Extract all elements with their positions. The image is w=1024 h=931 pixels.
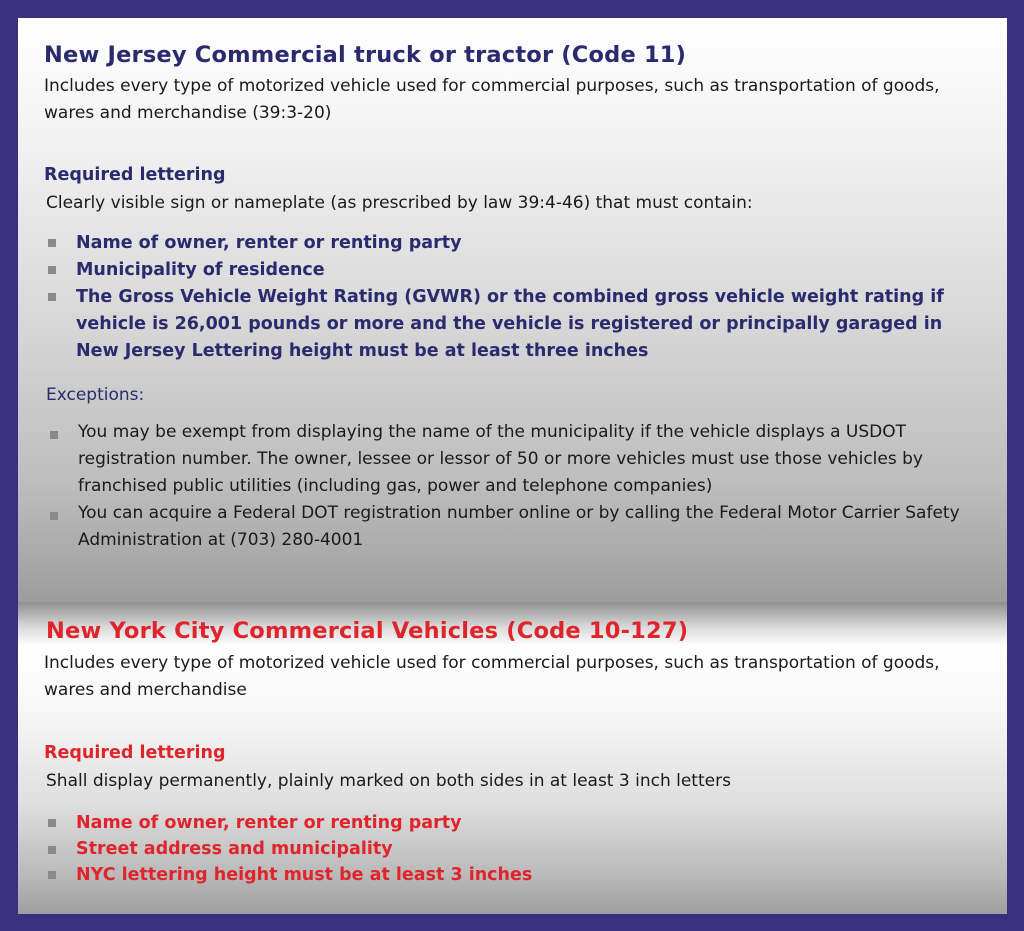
- list-item: You can acquire a Federal DOT registration number online or by calling the Federal Motor Carrier Safety Administration at (703) 280-4001: [20, 500, 988, 554]
- bullet-square-icon: [48, 266, 56, 274]
- bullet-square-icon: [48, 871, 56, 879]
- content-panel: [18, 18, 1007, 914]
- nyc-required-intro: Shall display permanently, plainly marked on both sides in at least 3 inch letters: [46, 771, 731, 791]
- bullet-square-icon: [48, 239, 56, 247]
- nyc-required-list: [18, 810, 978, 889]
- nj-required-heading: Required lettering: [44, 165, 226, 185]
- list-item: Street address and municipality: [18, 837, 978, 862]
- nyc-description: Includes every type of motorized vehicle used for commercial purposes, such as transportation of goods, wares and merchandise: [44, 653, 940, 700]
- list-item: NYC lettering height must be at least 3 inches: [18, 862, 978, 889]
- bullet-square-icon: [50, 431, 58, 439]
- nyc-section: [18, 602, 1007, 914]
- list-item: You may be exempt from displaying the name of the municipality if the vehicle displays a USDOT registration number. The owner, lessee or lessor of 50 or more vehicles must use those vehicles by franchised public utilities (including gas, power and telephone companies): [20, 419, 988, 500]
- nj-description: Includes every type of motorized vehicle used for commercial purposes, such as transportation of goods, wares and merchandise (39:3-20): [44, 76, 940, 123]
- nj-required-list: [18, 230, 978, 365]
- nj-exceptions-list: [20, 419, 988, 554]
- nj-required-intro: Clearly visible sign or nameplate (as prescribed by law 39:4-46) that must contain:: [46, 193, 753, 213]
- nj-title: New Jersey Commercial truck or tractor (Code 11): [44, 42, 687, 68]
- list-item: Municipality of residence: [18, 257, 978, 284]
- list-item: The Gross Vehicle Weight Rating (GVWR) or the combined gross vehicle weight rating if vehicle is 26,001 pounds or more and the vehicle is registered or principally garaged in New Jersey Lettering height must be at least three inches: [18, 284, 978, 365]
- list-item: Name of owner, renter or renting party: [18, 230, 978, 257]
- bullet-square-icon: [48, 819, 56, 827]
- bullet-square-icon: [48, 293, 56, 301]
- bullet-square-icon: [48, 846, 56, 854]
- list-item: Name of owner, renter or renting party: [18, 810, 978, 837]
- nj-section: [18, 18, 1007, 602]
- nyc-title: New York City Commercial Vehicles (Code 10-127): [46, 618, 689, 644]
- nyc-required-heading: Required lettering: [44, 743, 226, 763]
- bullet-square-icon: [50, 512, 58, 520]
- nj-exceptions-heading: Exceptions:: [46, 385, 145, 405]
